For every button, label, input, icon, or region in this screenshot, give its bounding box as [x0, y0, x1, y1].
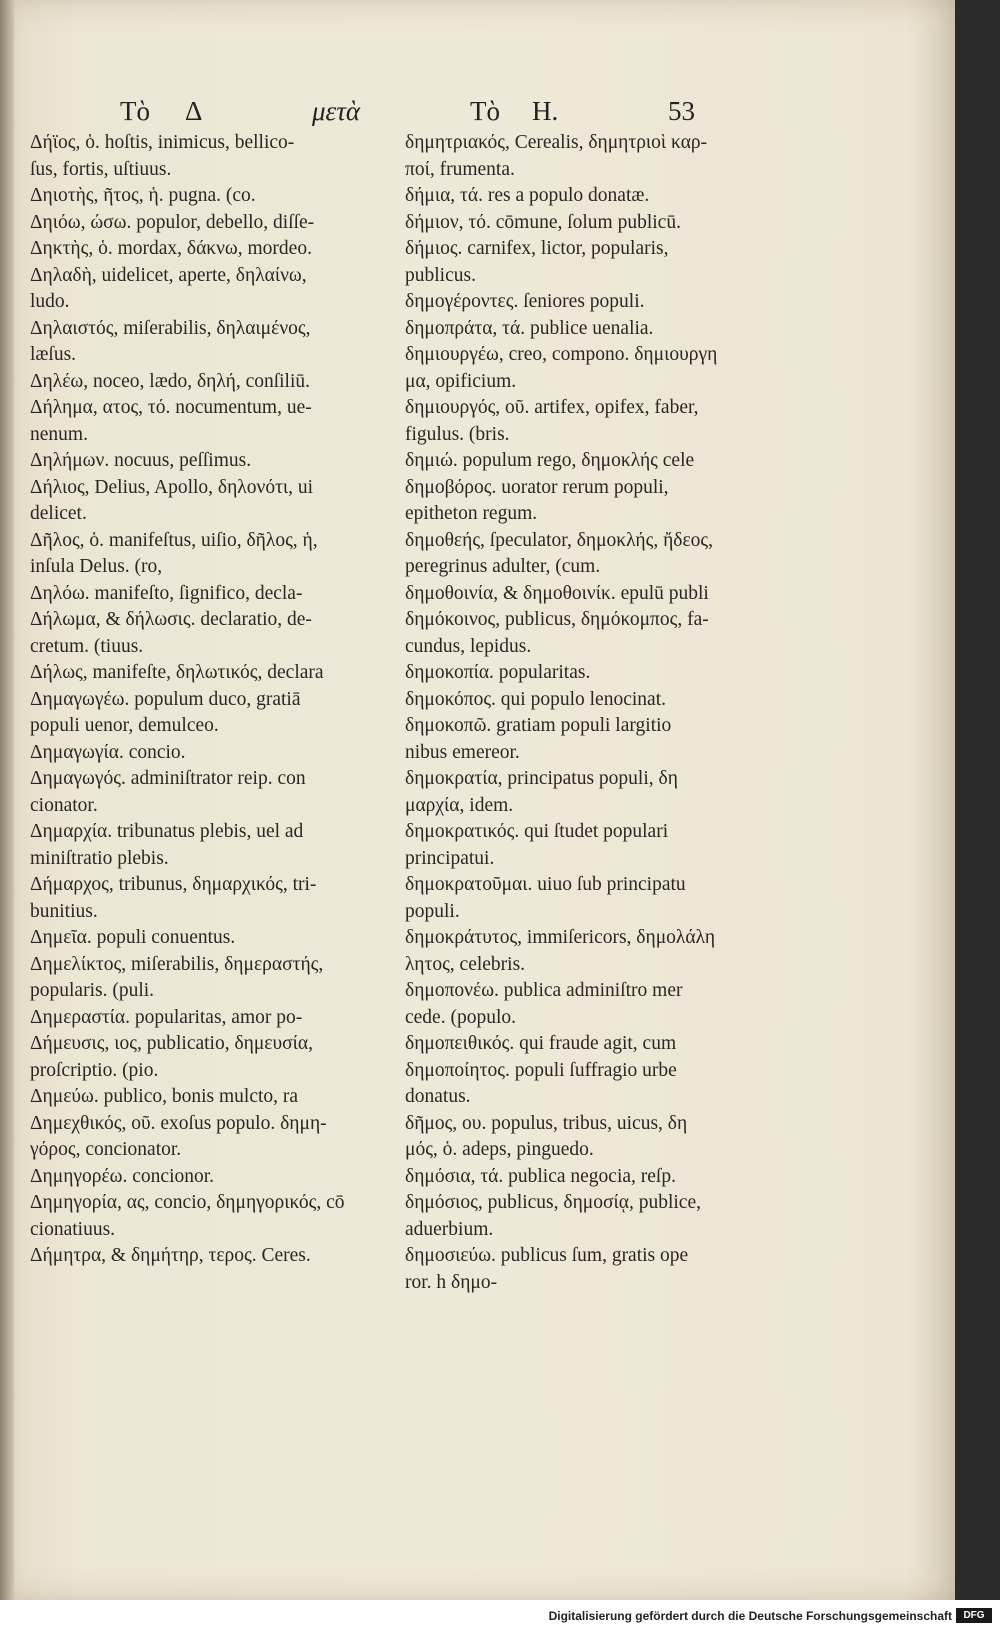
- dictionary-line: nibus emereor.: [405, 741, 520, 763]
- dictionary-line: Δήλημα, ατος, τό. nocumentum, ue-: [30, 397, 312, 418]
- dictionary-line: γόρος, concionator.: [30, 1139, 182, 1160]
- dictionary-line: δημητριακός, Cerealis, δημητριοὶ καρ-: [405, 132, 708, 153]
- dictionary-line: Δημαγωγέω. populum duco, gratiā: [30, 688, 301, 710]
- dictionary-line: miniſtratio plebis.: [30, 847, 169, 869]
- dictionary-line: Δήλιος, Delius, Apollo, δηλονότι, ui: [30, 476, 314, 498]
- dictionary-line: ποί, frumenta.: [405, 158, 515, 180]
- dictionary-line: δημοσιεύω. publicus ſum, gratis ope: [405, 1245, 689, 1266]
- dictionary-line: ſus, fortis, uſtiuus.: [30, 158, 172, 180]
- dictionary-line: Δήμητρα, & δημήτηρ, τερος. Ceres.: [30, 1245, 311, 1266]
- dictionary-line: Δήϊος, ὁ. hoſtis, inimicus, bellico-: [30, 132, 295, 153]
- dictionary-line: delicet.: [30, 503, 87, 524]
- dictionary-line: δῆμος, ου. populus, tribus, uicus, δη: [405, 1112, 688, 1134]
- dfg-logo: DFG: [956, 1608, 992, 1623]
- dictionary-line: δημοκράτυτος, immiſericors, δημολάλη: [405, 927, 716, 948]
- head-center-word: μετὰ: [312, 96, 361, 126]
- dictionary-line: δημοθοινία, & δημοθοινίκ. epulū publi: [405, 582, 709, 604]
- dictionary-line: inſula Delus. (ro,: [30, 556, 163, 577]
- dictionary-line: δήμιον, τό. cōmune, ſolum publicū.: [405, 211, 681, 233]
- dictionary-line: Δημελίκτος, miſerabilis, δημεραστής,: [30, 953, 324, 975]
- dictionary-line: popularis. (puli.: [30, 980, 155, 1001]
- dictionary-line: publicus.: [405, 264, 476, 286]
- dictionary-line: Δημαρχία. tribunatus plebis, uel ad: [30, 821, 304, 842]
- dictionary-line: Δῆλος, ὁ. manifeſtus, uiſio, δῆλος, ἡ,: [30, 529, 318, 551]
- dictionary-line: læſus.: [30, 344, 77, 365]
- dictionary-line: peregrinus adulter, (cum.: [405, 556, 601, 577]
- dictionary-line: cede. (populo.: [405, 1006, 517, 1028]
- dictionary-line: μα, opificium.: [405, 370, 517, 392]
- dictionary-line: δημοθεής, ſpeculator, δημοκλής, ἤδεος,: [405, 529, 714, 551]
- dictionary-line: Δήλωμα, & δήλωσις. declaratio, de-: [30, 609, 312, 630]
- dictionary-line: epitheton regum.: [405, 503, 538, 524]
- dictionary-line: Δηλαιστός, miſerabilis, δηλαιμένος,: [30, 317, 311, 339]
- dictionary-line: Δημεῖα. populi conuentus.: [30, 927, 236, 948]
- dictionary-line: μός, ὁ. adeps, pinguedo.: [405, 1139, 594, 1160]
- dictionary-line: δημοκρατία, principatus populi, δη: [405, 768, 678, 789]
- dictionary-line: δήμια, τά. res a populo donatæ.: [405, 185, 650, 206]
- dictionary-line: Δηλέω, noceo, lædo, δηλή, conſiliū.: [30, 370, 311, 392]
- dictionary-line: δημοπονέω. publica adminiſtro mer: [405, 980, 683, 1001]
- dictionary-line: aduerbium.: [405, 1218, 494, 1240]
- dictionary-line: δημοπειθικός. qui fraude agit, cum: [405, 1033, 677, 1054]
- footer-credit: Digitalisierung gefördert durch die Deutsche Forschungsgemeinschaft: [548, 1609, 952, 1623]
- dictionary-line: δημοκοπία. popularitas.: [405, 662, 591, 683]
- dictionary-line: Δήλως, manifeſte, δηλωτικός, declara: [30, 662, 324, 683]
- head-right-word: Τὸ: [470, 96, 500, 126]
- footer: [0, 1600, 1000, 1630]
- dictionary-line: δημοκόπος. qui populo lenocinat.: [405, 688, 666, 710]
- dictionary-line: ror. h δημο-: [405, 1271, 498, 1293]
- dictionary-line: cretum. (tiuus.: [30, 635, 144, 657]
- dictionary-line: δημοπράτα, τά. publice uenalia.: [405, 317, 654, 339]
- dictionary-line: populi.: [405, 900, 460, 922]
- dictionary-line: δημόσιος, publicus, δημοσίᾳ, publice,: [405, 1192, 701, 1213]
- dictionary-line: populi uenor, demulceo.: [30, 715, 219, 736]
- dictionary-line: Δημαγωγός. adminiſtrator reip. con: [30, 768, 306, 789]
- dictionary-line: Δημεραστία. popularitas, amor po-: [30, 1006, 303, 1028]
- dictionary-line: δημιουργέω, creo, compono. δημιουργη: [405, 344, 718, 365]
- dictionary-line: proſcriptio. (pio.: [30, 1059, 159, 1081]
- dictionary-line: Δημηγορέω. concionor.: [30, 1165, 215, 1187]
- dictionary-line: δήμιος. carnifex, lictor, popularis,: [405, 238, 669, 259]
- dictionary-line: Δημεύω. publico, bonis mulcto, ra: [30, 1086, 299, 1107]
- right-column: [405, 130, 725, 1296]
- dictionary-line: ludo.: [30, 291, 70, 312]
- dictionary-line: δημοβόρος. uorator rerum populi,: [405, 476, 669, 498]
- dictionary-line: Δήμευσις, ιος, publicatio, δημευσία,: [30, 1033, 313, 1054]
- dictionary-line: Δηιοτὴς, ῆτος, ἡ. pugna. (co.: [30, 185, 256, 206]
- dictionary-line: donatus.: [405, 1086, 471, 1107]
- dictionary-line: nenum.: [30, 423, 88, 445]
- dictionary-line: Δημεχθικός, οῦ. exoſus populo. δημη-: [30, 1112, 327, 1134]
- head-right-letter: Η.: [532, 96, 559, 126]
- dictionary-line: figulus. (bris.: [405, 423, 510, 445]
- left-column: [30, 130, 375, 1270]
- dictionary-line: δημογέροντες. ſeniores populi.: [405, 291, 645, 312]
- dictionary-line: δημόσια, τά. publica negocia, reſp.: [405, 1165, 676, 1187]
- dictionary-line: λητος, celebris.: [405, 953, 526, 975]
- page-number: 53: [668, 96, 695, 126]
- dictionary-line: Δηλήμων. nocuus, peſſimus.: [30, 450, 252, 471]
- dictionary-line: Δηιόω, ώσω. populor, debello, diſſe-: [30, 211, 315, 233]
- dictionary-line: δημιουργός, οῦ. artifex, opifex, faber,: [405, 397, 699, 418]
- head-left-letter: Δ: [185, 96, 203, 126]
- dictionary-line: Δήμαρχος, tribunus, δημαρχικός, tri-: [30, 874, 317, 895]
- head-left-word: Τὸ: [120, 96, 150, 126]
- dictionary-line: bunitius.: [30, 900, 98, 922]
- dictionary-line: Δηλαδὴ, uidelicet, aperte, δηλαίνω,: [30, 264, 307, 286]
- dictionary-line: principatui.: [405, 847, 495, 869]
- dictionary-line: Δημαγωγία. concio.: [30, 741, 186, 763]
- dictionary-line: Δημηγορία, ας, concio, δημηγορικός, cō: [30, 1192, 345, 1213]
- dictionary-line: Δηλόω. manifeſto, ſignifico, decla-: [30, 582, 303, 604]
- dictionary-line: cionator.: [30, 794, 98, 816]
- dictionary-line: δημοποίητος. populi ſuffragio urbe: [405, 1059, 677, 1081]
- dictionary-line: δημοκρατοῦμαι. uiuo ſub principatu: [405, 874, 686, 895]
- dictionary-line: δημόκοινος, publicus, δημόκομπος, fa-: [405, 609, 709, 630]
- dictionary-line: cundus, lepidus.: [405, 635, 532, 657]
- page-gutter: [0, 0, 14, 1600]
- dictionary-line: Δηκτὴς, ὁ. mordax, δάκνω, mordeo.: [30, 238, 312, 259]
- dictionary-line: δημοκρατικός. qui ſtudet populari: [405, 821, 669, 842]
- dictionary-line: δημιώ. populum rego, δημοκλής cele: [405, 450, 695, 471]
- dictionary-line: μαρχία, idem.: [405, 794, 514, 816]
- dictionary-line: δημοκοπῶ. gratiam populi largitio: [405, 715, 672, 736]
- dictionary-line: cionatiuus.: [30, 1218, 116, 1240]
